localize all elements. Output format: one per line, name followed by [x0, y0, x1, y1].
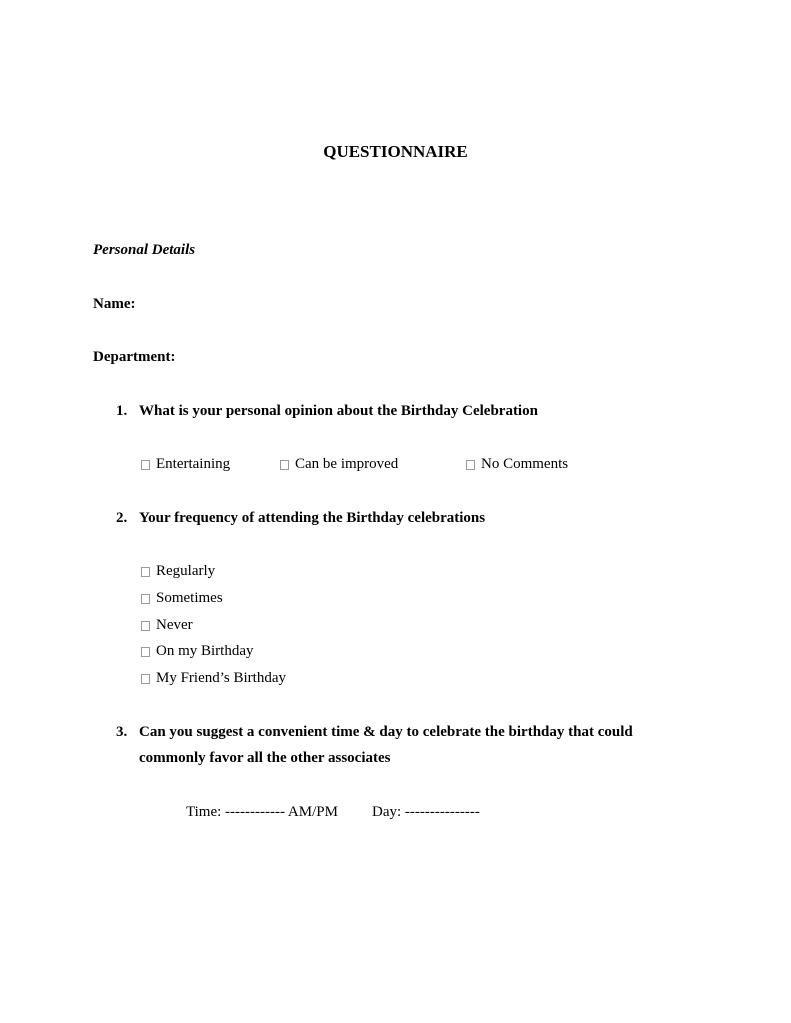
checkbox-icon[interactable]	[466, 460, 475, 470]
checkbox-icon[interactable]	[141, 460, 150, 470]
name-field-label: Name:	[93, 296, 136, 312]
option-never[interactable]	[141, 616, 193, 634]
option-no-comments[interactable]	[466, 455, 568, 473]
option-label: Never	[156, 617, 193, 633]
option-my-friends-birthday[interactable]	[141, 669, 286, 687]
option-sometimes[interactable]	[141, 589, 223, 607]
option-label: Sometimes	[156, 590, 223, 606]
checkbox-icon[interactable]	[141, 567, 150, 577]
question-2-text: Your frequency of attending the Birthday celebrations	[139, 510, 486, 526]
checkbox-icon[interactable]	[141, 621, 150, 631]
checkbox-icon[interactable]	[141, 647, 150, 657]
checkbox-icon[interactable]	[141, 594, 150, 604]
day-blank-field[interactable]: Day: ---------------	[372, 804, 480, 820]
option-label: Entertaining	[156, 456, 231, 472]
time-blank-field[interactable]: Time: ------------ AM/PM	[186, 804, 338, 820]
option-entertaining[interactable]	[141, 455, 230, 473]
department-field-label: Department:	[93, 349, 176, 365]
option-regularly[interactable]	[141, 562, 215, 580]
question-3-text-line2: commonly favor all the other associates	[139, 750, 391, 766]
checkbox-icon[interactable]	[280, 460, 289, 470]
question-3-number: 3.	[116, 724, 128, 740]
option-label: My Friend’s Birthday	[156, 670, 286, 686]
question-1-text: What is your personal opinion about the Birthday Celebration	[139, 403, 538, 419]
option-label: On my Birthday	[156, 643, 254, 659]
question-2-number: 2.	[116, 510, 128, 526]
option-on-my-birthday[interactable]	[141, 642, 254, 660]
question-1-number: 1.	[116, 403, 128, 419]
option-can-be-improved[interactable]	[280, 455, 398, 473]
section-heading-personal-details: Personal Details	[93, 242, 196, 258]
option-label: Regularly	[156, 563, 216, 579]
option-label: Can be improved	[295, 456, 399, 472]
option-label: No Comments	[481, 456, 569, 472]
page-title: QUESTIONNAIRE	[323, 142, 468, 161]
checkbox-icon[interactable]	[141, 674, 150, 684]
question-3-text-line1: Can you suggest a convenient time & day to celebrate the birthday that could	[139, 724, 633, 740]
